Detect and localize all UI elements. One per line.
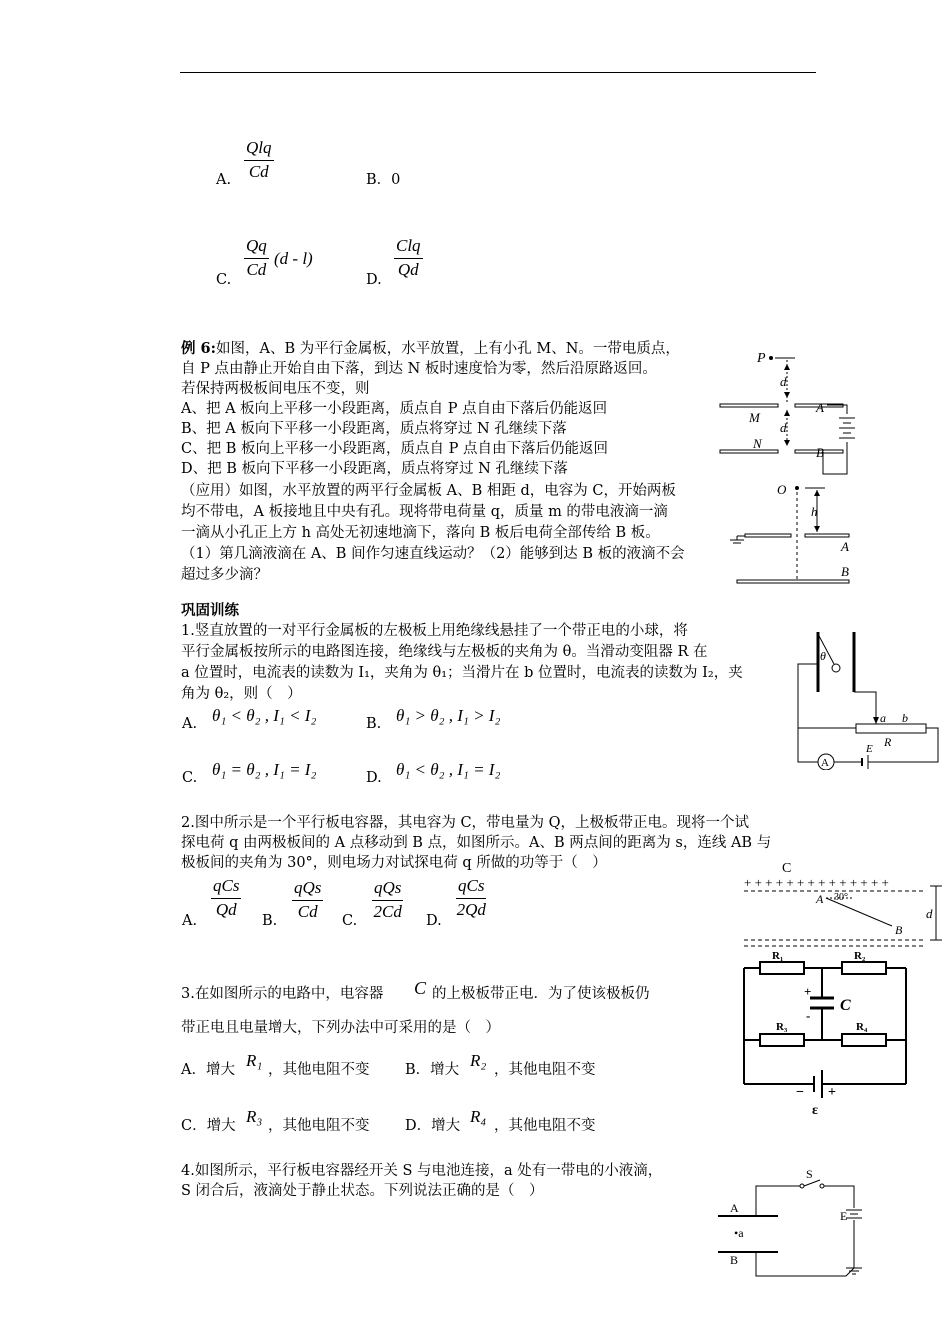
q2-option-b-fraction: qQs Cd: [294, 878, 322, 921]
q1-line3: a 位置时，电流表的读数为 I₁，夹角为 θ₁；当滑片在 b 位置时，电流表的读数为 I₂，夹: [181, 665, 743, 681]
resistor-r4: [842, 1034, 886, 1046]
label-theta: θ: [820, 649, 826, 663]
label-a: a: [880, 711, 886, 725]
ground-icon: [730, 536, 745, 543]
label-d2: d: [780, 420, 787, 435]
application-line4: （1）第几滴液滴在 A、B 间作匀速直线运动？（2）能够到达 B 板的液滴不会: [181, 546, 685, 562]
practice-heading: 巩固训练: [181, 602, 239, 619]
option-b: B．0: [366, 172, 401, 188]
label-b: B: [816, 445, 824, 460]
label-a: A: [816, 892, 824, 906]
droplet-a: •a: [734, 1226, 744, 1240]
resistor-r2: [842, 962, 886, 974]
wire-top-right: [824, 1186, 854, 1208]
label-bat-minus: −: [796, 1085, 804, 1100]
q4-line2: S 闭合后，液滴处于静止状态。下列说法正确的是（ ）: [181, 1183, 544, 1199]
application-line1: （应用）如图，水平放置的两平行金属板 A、B 相距 d，电容为 C，开始两板: [181, 483, 676, 499]
q2-capacitor-figure: [742, 856, 942, 952]
option-c-label: C.: [216, 272, 232, 288]
option-c-fraction: $\frac{Qq}{Cd}$: [246, 236, 267, 279]
ex6-line1: [181, 339, 680, 359]
label-b: B: [730, 1253, 739, 1267]
label-p: P: [757, 351, 766, 366]
option-a-fraction: Qlq Cd: [246, 138, 272, 181]
q1-option-b-label: B.: [366, 716, 382, 732]
plate-b: [737, 580, 849, 583]
ex6-option-d: D、把 B 板向下平移一小段距离，质点将穿过 N 孔继续下落: [181, 461, 568, 477]
wire-bottom: [756, 1252, 854, 1276]
label-a: A: [816, 400, 824, 415]
label-b: b: [902, 711, 908, 725]
label-r: R: [884, 735, 892, 749]
q3-option-d-var: R₄: [470, 1107, 487, 1126]
q3-option-b-tail: ，其他电阻不变: [494, 1062, 596, 1078]
application-line5: 超过多少滴？: [181, 567, 268, 583]
plate-b-left: [720, 450, 778, 453]
q3-option-b-label: B．增大: [405, 1062, 460, 1078]
label-emf: ε: [812, 1103, 818, 1116]
ex6-line3: 若保持两极板间电压不变，则: [181, 381, 370, 397]
q2-option-d-label: D.: [426, 913, 442, 929]
q2-option-d-fraction: qCs 2Qd: [456, 876, 486, 919]
label-b: B: [895, 923, 903, 937]
point-p: [769, 356, 773, 360]
plate-a-left: [720, 404, 778, 407]
q1-option-a-label: A.: [182, 716, 198, 732]
label-o: O: [777, 482, 787, 497]
q1-option-d-label: D.: [366, 770, 382, 786]
q3-option-d-label: D．增大: [405, 1118, 461, 1134]
label-m: M: [749, 410, 760, 425]
application-line2: 均不带电，A 板接地且中央有孔。现将带电荷量 q，质量 m 的带电液滴一滴: [181, 504, 668, 520]
q3-line1b: 的上极板带正电．为了使该极板仍: [432, 986, 650, 1002]
switch-contact-right: [820, 1184, 824, 1188]
label-ammeter: A: [821, 757, 829, 769]
d1-arrow-down: [784, 392, 790, 398]
q3-option-b-var: R₂: [470, 1051, 487, 1070]
q1-option-d: θ₁ < θ₂ , I₁ = I₂: [396, 760, 501, 779]
q2-option-a-fraction: qCs Qd: [213, 876, 240, 919]
switch-contact-left: [800, 1184, 804, 1188]
label-r3: R₃: [776, 1021, 788, 1033]
q1-option-c-label: C.: [182, 770, 198, 786]
q2-option-b-label: B.: [262, 913, 278, 929]
wire-top-left: [756, 1186, 800, 1216]
label-r4: R₄: [856, 1021, 868, 1033]
h-arrow-down: [814, 526, 820, 532]
label-s: S: [806, 1167, 813, 1181]
wire-bottom-left: [798, 728, 818, 762]
label-a: A: [841, 539, 849, 554]
plus-charges: + + + + + + + + + + + + + +: [744, 875, 889, 890]
wire-right: [854, 692, 876, 728]
q3-line2: 带正电且电量增大，下列办法中可采用的是（ ）: [181, 1020, 500, 1036]
label-cap-minus: -: [806, 1008, 811, 1023]
wire-b: [823, 442, 847, 474]
q2-option-c-fraction: qQs 2Cd: [373, 878, 402, 921]
q2-option-a-label: A.: [182, 913, 198, 929]
label-c: C: [840, 997, 851, 1014]
ex6-heading: 例 6:: [181, 340, 216, 357]
label-r1: R₁: [772, 950, 784, 962]
label-n: N: [753, 436, 762, 451]
q3-option-d-tail: ，其他电阻不变: [494, 1118, 596, 1134]
q3-var-c: C: [414, 978, 427, 998]
label-h: h: [811, 504, 818, 519]
plate-a-right: [805, 534, 849, 537]
label-e: E: [840, 1209, 848, 1223]
header-rule: [180, 72, 816, 73]
resistor-r1: [760, 962, 804, 974]
ex6-option-a: A、把 A 板向上平移一小段距离，质点自 P 点自由下落后仍能返回: [181, 401, 608, 417]
battery-icon: [839, 418, 855, 438]
label-bat-plus: +: [828, 1085, 836, 1100]
q3-option-a-label: A．增大: [181, 1062, 235, 1078]
application-figure: [725, 478, 865, 586]
q2-option-c-label: C.: [342, 913, 358, 929]
q3-option-a-var: R₁: [246, 1051, 263, 1070]
h-arrow-up: [814, 490, 820, 496]
label-e: E: [866, 743, 873, 755]
q3-option-a-tail: ，其他电阻不变: [268, 1062, 370, 1078]
label-angle: 30°: [834, 892, 848, 903]
q1-line1: 1.竖直放置的一对平行金属板的左极板上用绝缘线悬挂了一个带正电的小球，将: [181, 623, 688, 639]
label-c: C: [782, 861, 792, 876]
q2-line2: 探电荷 q 由两极板间的 A 点移动到 B 点，如图所示。A、B 两点间的距离为 s，连线 AB 与: [181, 835, 772, 851]
resistor-r3: [760, 1034, 804, 1046]
application-line3: 一滴从小孔正上方 h 高处无初速地滴下，落向 B 板后电荷全部传给 B 板。: [181, 525, 660, 541]
option-d-label: D.: [366, 272, 382, 288]
label-a: A: [730, 1201, 739, 1215]
d1-arrow-up: [784, 364, 790, 370]
label-d: d: [926, 906, 933, 921]
label-b: B: [841, 564, 849, 579]
q3-option-c-label: C．增大: [181, 1118, 236, 1134]
q1-line2: 平行金属板按所示的电路图连接，绝缘线与左极板的夹角为 θ。当滑动变阻器 R 在: [181, 644, 708, 660]
plate-a-left: [745, 534, 791, 537]
label-r2: R₂: [854, 950, 866, 962]
q1-option-b: θ₁ > θ₂ , I₁ > I₂: [396, 706, 501, 725]
option-d-fraction: Clq Qd: [396, 236, 421, 279]
ex6-line2: 自 P 点由静止开始自由下落，到达 N 板时速度恰为零，然后沿原路返回。: [181, 361, 657, 377]
q1-circuit-figure: [790, 628, 942, 770]
drop-point: [795, 486, 799, 490]
wire-left: [798, 664, 856, 728]
q1-option-a: θ₁ < θ₂ , I₁ < I₂: [212, 706, 317, 725]
ball: [832, 664, 840, 672]
option-c-tail: (d - l): [274, 249, 313, 268]
q4-circuit-figure: [716, 1164, 866, 1284]
q2-line3: 极板间的夹角为 30°，则电场力对试探电荷 q 所做的功等于（ ）: [181, 855, 607, 871]
slider-arrow: [873, 717, 879, 724]
ex6-line1-text: 如图，A、B 为平行金属板，水平放置，上有小孔 M、N。一带电质点，: [216, 341, 680, 357]
rheostat: [856, 724, 926, 733]
q3-option-c-var: R₃: [246, 1107, 263, 1126]
q1-line4: 角为 θ₂，则（ ）: [181, 686, 302, 702]
q3-line1a: 3.在如图所示的电路中，电容器: [181, 986, 384, 1002]
q4-line1: 4.如图所示，平行板电容器经开关 S 与电池连接，a 处有一带电的小液滴，: [181, 1163, 663, 1179]
ex6-option-b: B、把 A 板向下平移一小段距离，质点将穿过 N 孔继续下落: [181, 421, 567, 437]
q1-option-c: θ₁ = θ₂ , I₁ = I₂: [212, 760, 317, 779]
label-d1: d: [780, 374, 787, 389]
q2-line1: 2.图中所示是一个平行板电容器，其电容为 C，带电量为 Q，上极板带正电。现将一个试: [181, 815, 750, 831]
label-cap-plus: +: [804, 984, 812, 999]
ex6-option-c: C、把 B 板向上平移一小段距离，质点自 P 点自由下落后仍能返回: [181, 441, 608, 457]
ex6-figure: [715, 344, 865, 482]
q3-option-c-tail: ，其他电阻不变: [268, 1118, 370, 1134]
option-a-label: A.: [216, 172, 232, 188]
q3-circuit-figure: [738, 948, 914, 1116]
